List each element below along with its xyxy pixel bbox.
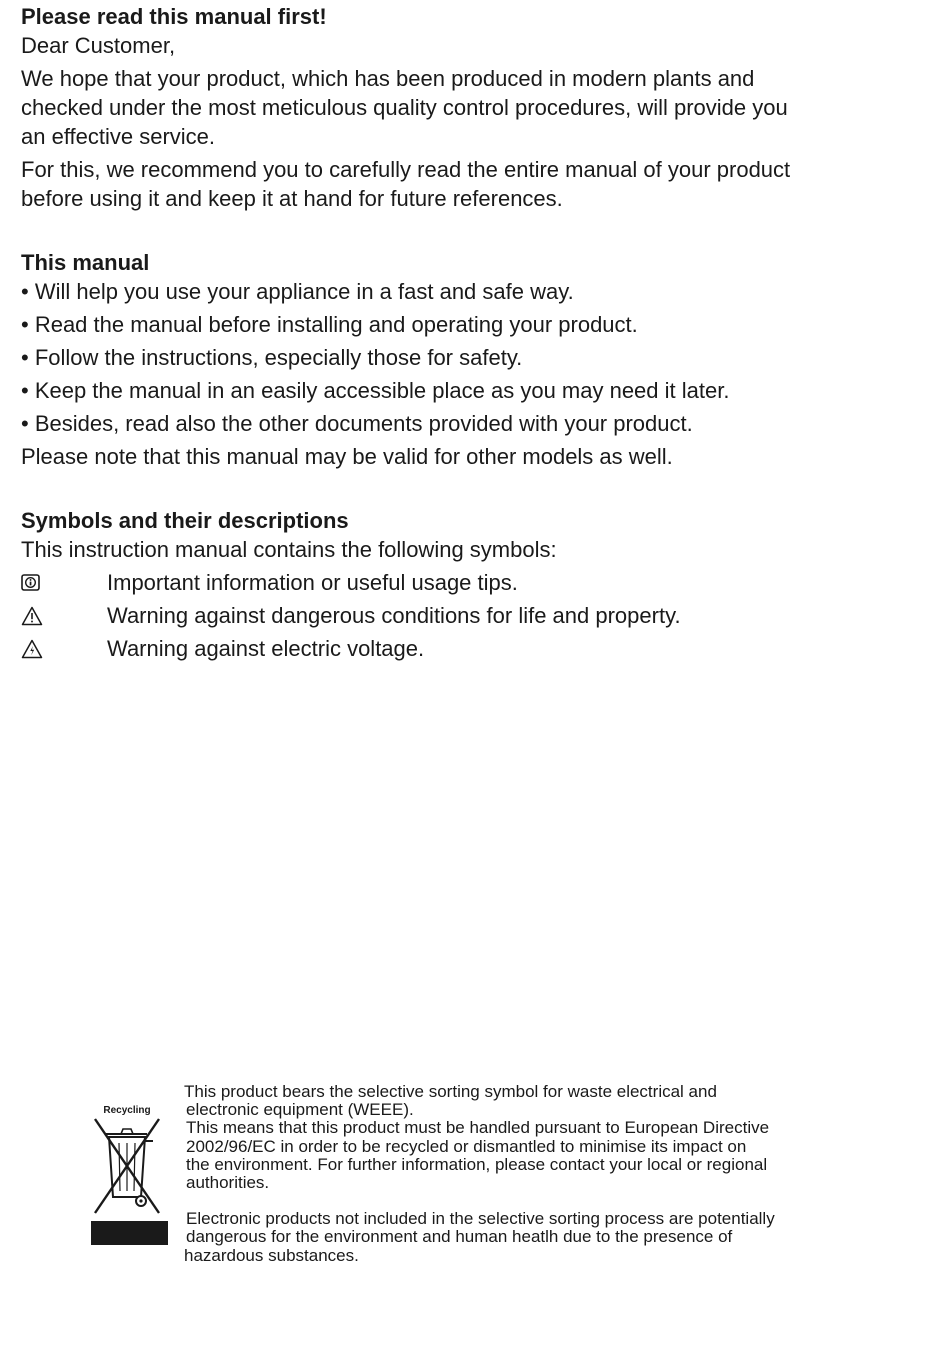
- bullet-item: • Besides, read also the other documents provided with your product.: [21, 411, 693, 436]
- warning-icon: [21, 601, 107, 630]
- weee-line: the environment. For further information, please contact your local or regional: [186, 1154, 768, 1174]
- weee-black-bar: [91, 1221, 168, 1245]
- paragraph-line: checked under the most meticulous quality control procedures, will provide you: [21, 95, 788, 120]
- symbol-row-warning: [21, 601, 921, 630]
- weee-line: hazardous substances.: [184, 1245, 359, 1265]
- bullet-item: • Will help you use your appliance in a fast and safe way.: [21, 279, 574, 304]
- symbols-intro: This instruction manual contains the following symbols:: [21, 537, 557, 562]
- bullet-item: • Keep the manual in an easily accessible place as you may need it later.: [21, 378, 730, 403]
- symbol-description: Warning against electric voltage.: [107, 636, 425, 661]
- paragraph-line: before using it and keep it at hand for future references.: [21, 186, 563, 211]
- symbol-row-info: [21, 568, 921, 597]
- weee-line: authorities.: [186, 1173, 270, 1193]
- page-title: Please read this manual first!: [21, 4, 327, 29]
- weee-line: This product bears the selective sorting symbol for waste electrical and: [184, 1082, 717, 1101]
- paragraph-line: an effective service.: [21, 124, 216, 149]
- paragraph-line: We hope that your product, which has been produced in modern plants and: [21, 66, 755, 91]
- weee-notice: [91, 1083, 811, 1283]
- paragraph-line: For this, we recommend you to carefully read the entire manual of your product: [21, 157, 791, 182]
- section-heading-symbols: Symbols and their descriptions: [21, 508, 349, 533]
- weee-line: electronic equipment (WEEE).: [186, 1100, 414, 1120]
- bullet-item: • Read the manual before installing and operating your product.: [21, 312, 638, 337]
- greeting: Dear Customer,: [21, 33, 176, 58]
- electric-warning-icon: [21, 634, 107, 663]
- symbol-row-electric: [21, 634, 921, 663]
- intro-paragraph-1: [21, 64, 921, 151]
- manual-page: [21, 0, 921, 663]
- section-heading-this-manual: This manual: [21, 250, 150, 275]
- weee-recycling-logo: [91, 1105, 169, 1247]
- info-icon: [21, 568, 107, 597]
- recycling-label: Recycling: [103, 1105, 151, 1116]
- manual-note: Please note that this manual may be valid for other models as well.: [21, 444, 673, 469]
- weee-line: Electronic products not included in the selective sorting process are potentially: [186, 1209, 775, 1229]
- weee-text: [184, 1083, 804, 1265]
- symbol-description: Important information or useful usage tips.: [107, 570, 518, 595]
- crossed-bin-icon: [91, 1117, 165, 1221]
- weee-line: 2002/96/EC in order to be recycled or dismantled to minimise its impact on: [186, 1136, 747, 1156]
- weee-line: This means that this product must be handled pursuant to European Directive: [186, 1118, 770, 1138]
- bullet-item: • Follow the instructions, especially those for safety.: [21, 345, 523, 370]
- symbol-description: Warning against dangerous conditions for life and property.: [107, 603, 681, 628]
- intro-paragraph-2: [21, 155, 921, 213]
- weee-line: dangerous for the environment and human heatlh due to the presence of: [186, 1227, 733, 1247]
